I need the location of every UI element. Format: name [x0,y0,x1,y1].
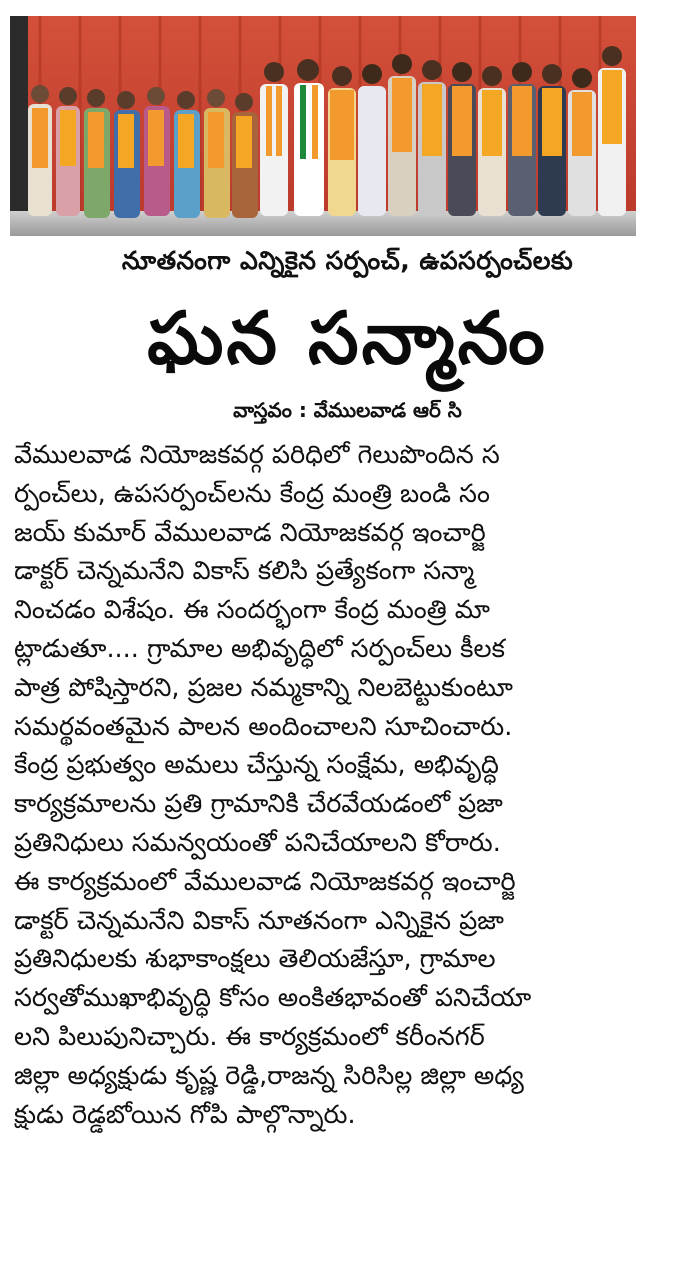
article-line: ప్రతినిధులు సమన్వయంతో పనిచేయాలని కోరారు. [14,827,501,858]
group-photo-image [10,16,636,236]
group-photo [10,16,636,236]
headline: ఘన సన్మానం [147,296,548,380]
article-line: ట్లాడుతూ.... గ్రామాల అభివృద్ధిలో సర్పంచ్‌లు కీలక [14,633,505,664]
article-line: కేంద్ర ప్రభుత్వం అమలు చేస్తున్న సంక్షేమ, అభివృద్ధి [14,750,499,781]
article-line: ర్పంచ్‌లు, ఉపసర్పంచ్‌లను కేంద్ర మంత్రి బండి సం [14,478,490,509]
article-line: డాక్టర్ చెన్నమనేని వికాస్ కలిసి ప్రత్యేకంగా సన్మా [14,556,475,587]
article-line: డాక్టర్ చెన్నమనేని వికాస్ నూతనంగా ఎన్నికైన ప్రజా [14,905,504,936]
article-line: సమర్థవంతమైన పాలన అందించాలని సూచించారు. [14,711,513,742]
article-line: ప్రతినిధులకు శుభాకాంక్షలు తెలియజేస్తూ, గ్రామాల [14,944,496,975]
article-line: పాత్ర పోషిస్తారని, ప్రజల నమ్మకాన్ని నిలబెట్టుకుంటూ [14,672,513,703]
article-line: జిల్లా అధ్యక్షుడు కృష్ణ రెడ్డి,రాజన్న సిరిసిల్ల జిల్లా అధ్య [14,1060,524,1091]
article-line: నించడం విశేషం. ఈ సందర్భంగా కేంద్ర మంత్రి మా [14,595,490,626]
article-body [14,436,624,1134]
article-line: ఈ కార్యక్రమంలో వేములవాడ నియోజకవర్గ ఇంచార్జి [14,866,516,897]
article-line: కార్యక్రమాలను ప్రతి గ్రామానికి చేరవేయడంలో ప్రజా [14,789,503,820]
article-line: సర్వతోముఖాభివృద్ధి కోసం అంకితభావంతో పనిచేయా [14,983,532,1014]
article-line: వేములవాడ నియోజకవర్గ పరిధిలో గెలుపొందిన స [14,440,500,470]
headline-kicker: నూతనంగా ఎన్నికైన సర్పంచ్, ఉపసర్పంచ్‌లకు [121,246,574,275]
dateline: వాస్తవం : వేములవాడ ఆర్ సి [233,398,462,422]
article-line: లని పిలుపునిచ్చారు. ఈ కార్యక్రమంలో కరీంనగర్ [14,1021,485,1052]
article-line: జయ్ కుమార్ వేములవాడ నియోజకవర్గ ఇంచార్జి [14,517,486,548]
article-line: క్షుడు రెడ్డబోయిన గోపి పాల్గొన్నారు. [14,1099,356,1130]
